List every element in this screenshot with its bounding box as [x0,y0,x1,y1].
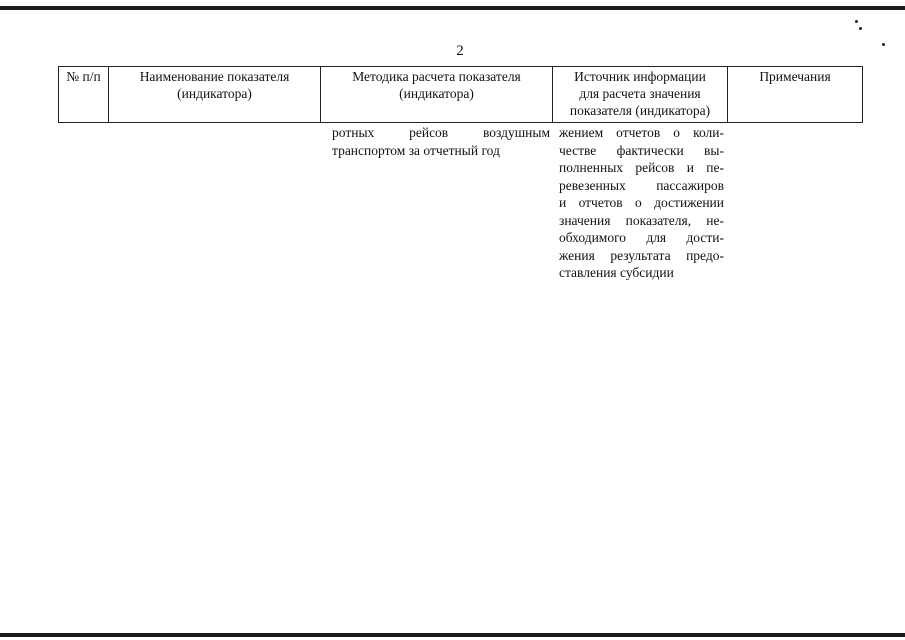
header-information-source: Источник информации для расчета значения показателя (индикатора) [553,67,728,123]
text-line: и отчетов о достижении [559,195,724,210]
text-line: транспортом за отчетный год [332,142,500,158]
header-indicator-name: Наименование показателя (индикатора) [109,67,321,123]
text-line: обходимого для дости- [559,230,724,245]
table-header-row [59,67,863,123]
indicator-table-header [58,66,863,123]
text-line: полненных рейсов и пе- [559,160,724,175]
header-calculation-method: Методика расчета показателя (индикатора) [321,67,553,123]
scan-bottom-border [0,633,905,637]
page-number: 2 [456,43,464,59]
scan-speck [882,43,885,46]
text-line: жением отчетов о коли- [559,125,724,140]
method-continuation-text [332,124,550,159]
header-number: № п/п [59,67,109,123]
text-line: жения результата предо- [559,247,724,263]
text-line: честве фактически вы- [559,142,724,158]
scan-speck [859,27,862,30]
text-line: ротных рейсов воздушным [332,125,550,140]
text-line: ставления субсидии [559,265,674,280]
scan-top-border [0,6,905,10]
scan-speck [855,20,858,23]
source-continuation-text [559,124,724,282]
text-line: значения показателя, не- [559,212,724,228]
header-notes: Примечания [728,67,863,123]
text-line: ревезенных пассажиров [559,177,724,193]
